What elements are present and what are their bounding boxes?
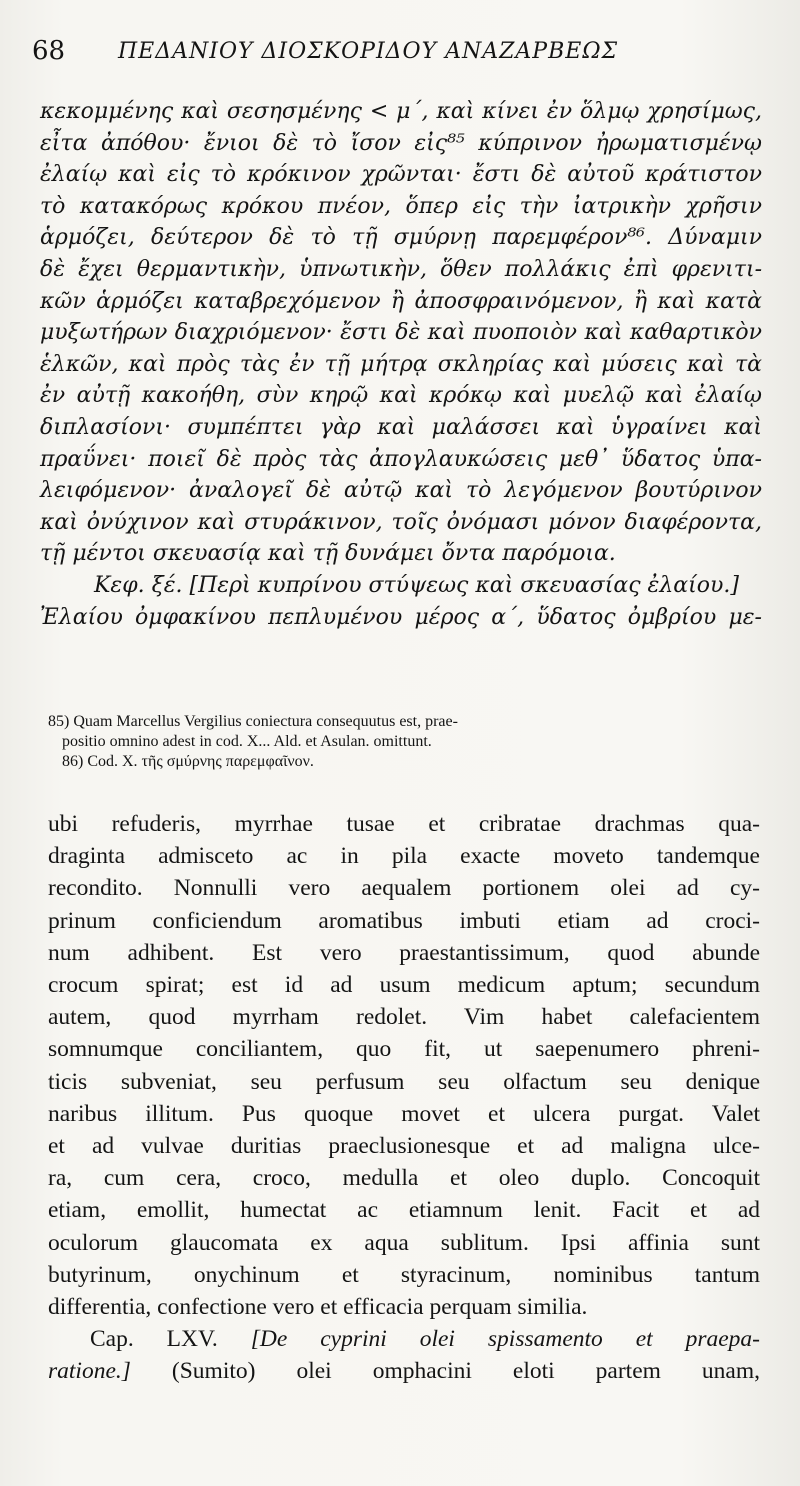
latin-line: crocum spirat; est id ad usum medicum aptum; secundum <box>48 972 760 999</box>
greek-line: κῶν ἁρμόζει καταβρεχόμενον ἢ ἀποσφραινόμενον, ἢ καὶ κατὰ <box>40 288 762 314</box>
footnote-86: 86) Cod. X. τῆς σμύρνης παρεμφαῖνον. <box>62 753 314 770</box>
greek-line: καὶ ὀνύχινον καὶ στυράκινον, τοῖς ὀνόμασι μόνον διαφέροντα, <box>40 509 762 535</box>
latin-chapter-title: [De cyprini olei spissamento et praepa- <box>250 1326 761 1353</box>
footnotes <box>48 712 762 772</box>
latin-line: et ad vulvae duritias praeclusionesque et ad maligna ulce- <box>48 1133 760 1160</box>
greek-line: ἐλαίῳ καὶ εἰς τὸ κρόκινον χρῶνται· ἔστι δὲ αὐτοῦ κράτιστον <box>40 162 762 188</box>
latin-line: prinum conficiendum aromatibus imbuti etiam ad croci- <box>48 907 760 934</box>
greek-text-block <box>40 96 762 633</box>
latin-line: recondito. Nonnulli vero aequalem portionem olei ad cy- <box>48 875 760 902</box>
greek-line: ἑλκῶν, καὶ πρὸς τὰς ἐν τῇ μήτρᾳ σκληρίας καὶ μύσεις καὶ τὰ <box>40 351 762 377</box>
latin-line: oculorum glaucomata ex aqua sublitum. Ipsi affinia sunt <box>48 1229 760 1256</box>
greek-line: μυξωτήρων διαχριόμενον· ἔστι δὲ καὶ πυοποιὸν καὶ καθαρτικὸν <box>40 320 762 346</box>
latin-line: naribus illitum. Pus quoque movet et ulcera purgat. Valet <box>48 1100 760 1127</box>
greek-line: δὲ ἔχει θερμαντικὴν, ὑπνωτικὴν, ὅθεν πολλάκις ἐπὶ φρενιτι- <box>40 256 762 282</box>
latin-line: draginta admisceto ac in pila exacte moveto tandemque <box>48 843 760 870</box>
greek-line: εἶτα ἀπόθου· ἔνιοι δὲ τὸ ἴσον εἰς⁸⁵ κύπρινον ἠρωματισμένῳ <box>40 130 762 156</box>
latin-line: butyrinum, onychinum et styracinum, nominibus tantum <box>48 1261 760 1288</box>
greek-line: λειφόμενον· ἀναλογεῖ δὲ αὐτῷ καὶ τὸ λεγόμενον βουτύρινον <box>40 478 762 504</box>
latin-line: differentia, confectione vero et efficacia perquam similia. <box>48 1294 588 1321</box>
greek-chapter-heading: Κεφ. ξέ. [Περὶ κυπρίνου στύψεως καὶ σκευασίας ἐλαίου.] <box>94 572 739 598</box>
latin-chapter-line <box>48 1355 760 1387</box>
latin-chapter-title-end: ratione.] <box>48 1358 131 1385</box>
greek-line: διπλασίονι· συμπέπτει γὰρ καὶ μαλάσσει καὶ ὑγραίνει καὶ <box>40 414 762 440</box>
greek-line: τῇ μέντοι σκευασίᾳ καὶ τῇ δυνάμει ὄντα παρόμοια. <box>40 541 616 567</box>
greek-line: ἐν αὐτῇ κακοήθη, σὺν κηρῷ καὶ κρόκῳ καὶ μυελῷ καὶ ἐλαίῳ <box>40 383 762 409</box>
latin-line: num adhibent. Est vero praestantissimum, quod abunde <box>48 939 760 966</box>
latin-cap-label: Cap. LXV. <box>90 1326 218 1353</box>
greek-line: ἁρμόζει, δεύτερον δὲ τὸ τῇ σμύρνῃ παρεμφέρον⁸⁶. Δύναμιν <box>40 225 762 251</box>
page-header <box>32 36 772 72</box>
greek-chapter-line: Ἐλαίου ὀμφακίνου πεπλυμένου μέρος α΄, ὕδατος ὀμβρίου με- <box>40 604 762 630</box>
page-number: 68 <box>32 36 66 66</box>
latin-line: somnumque conciliantem, quo fit, ut saepenumero phreni- <box>48 1036 760 1063</box>
latin-chapter-text: (Sumito) olei omphacini eloti partem unam, <box>171 1358 760 1385</box>
running-title: ΠΕΔΑΝΙΟΥ ΔΙΟΣΚΟΡΙΔΟΥ ΑΝΑΖΑΡΒΕΩΣ <box>118 39 619 64</box>
latin-chapter-heading <box>48 1323 760 1355</box>
latin-text-block <box>48 808 760 1388</box>
latin-line: ra, cum cera, croco, medulla et oleo duplo. Concoquit <box>48 1165 760 1192</box>
latin-line: autem, quod myrrham redolet. Vim habet calefacientem <box>48 1004 760 1031</box>
latin-line: ubi refuderis, myrrhae tusae et cribratae drachmas qua- <box>48 811 760 837</box>
greek-line: τὸ κατακόρως κρόκου πνέον, ὅπερ εἰς τὴν ἰατρικὴν χρῆσιν <box>40 193 762 219</box>
latin-line: etiam, emollit, humectat ac etiamnum lenit. Facit et ad <box>48 1197 760 1224</box>
latin-line: ticis subveniat, seu perfusum seu olfactum seu denique <box>48 1068 760 1095</box>
greek-line: πραΰνει· ποιεῖ δὲ πρὸς τὰς ἀπογλαυκώσεις μεθ᾿ ὕδατος ὑπα- <box>40 446 762 472</box>
footnote-85-continued: positio omnino adest in cod. X... Ald. et Asulan. omittunt. <box>62 733 432 750</box>
greek-line: κεκομμένης καὶ σεσησμένης < μ΄, καὶ κίνει ἐν ὅλμῳ χρησίμως, <box>40 99 762 124</box>
footnote-85: 85) Quam Marcellus Vergilius coniectura consequutus est, prae- <box>48 713 458 730</box>
